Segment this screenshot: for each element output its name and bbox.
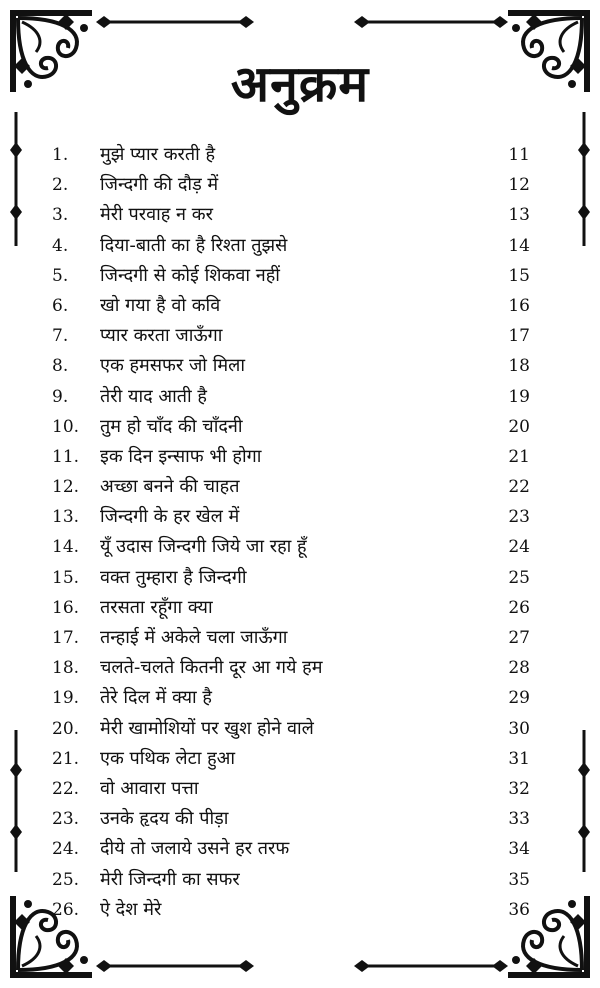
toc-entry bbox=[52, 200, 530, 230]
toc-entry bbox=[52, 653, 530, 683]
entry-number: 20. bbox=[52, 718, 80, 739]
entry-title: मुझे प्यार करती है bbox=[100, 144, 216, 165]
top-rule-right bbox=[354, 16, 508, 28]
toc-entry bbox=[52, 291, 530, 321]
toc-entry bbox=[52, 834, 530, 864]
entry-title: यूँ उदास जिन्दगी जिये जा रहा हूँ bbox=[100, 536, 307, 558]
right-rule-upper bbox=[578, 112, 590, 246]
entry-number: 10. bbox=[52, 416, 80, 437]
entry-page-number: 22 bbox=[508, 477, 530, 498]
entry-page-number: 31 bbox=[508, 748, 530, 769]
entry-number: 9. bbox=[52, 386, 69, 407]
entry-page-number: 13 bbox=[508, 205, 530, 226]
entry-page-number: 23 bbox=[508, 507, 530, 528]
toc-entry bbox=[52, 774, 530, 804]
toc-entry bbox=[52, 140, 530, 170]
entry-page-number: 15 bbox=[508, 265, 530, 286]
left-rule-upper bbox=[10, 112, 22, 246]
entry-number: 16. bbox=[52, 597, 80, 618]
entry-number: 6. bbox=[52, 295, 69, 316]
entry-title: मेरी परवाह न कर bbox=[100, 204, 213, 226]
toc-entry bbox=[52, 502, 530, 532]
entry-title: तरसता रहूँगा क्या bbox=[100, 596, 213, 618]
entry-page-number: 27 bbox=[508, 628, 530, 648]
entry-page-number: 12 bbox=[508, 175, 530, 196]
entry-number: 2. bbox=[52, 175, 69, 196]
entry-page-number: 25 bbox=[508, 567, 530, 588]
entry-number: 7. bbox=[52, 326, 69, 347]
toc-entry bbox=[52, 170, 530, 200]
entry-number: 24. bbox=[52, 839, 80, 860]
entry-number: 13. bbox=[52, 507, 80, 528]
entry-title: एक हमसफर जो मिला bbox=[100, 355, 245, 377]
entry-title: मेरी खामोशियों पर खुश होने वाले bbox=[100, 717, 314, 739]
entry-number: 5. bbox=[52, 265, 69, 286]
entry-page-number: 19 bbox=[508, 386, 530, 407]
entry-title: जिन्दगी से कोई शिकवा नहीं bbox=[100, 264, 280, 286]
entry-page-number: 16 bbox=[508, 295, 530, 316]
entry-title: जिन्दगी के हर खेल में bbox=[100, 506, 240, 528]
toc-entry bbox=[52, 744, 530, 774]
toc-entry bbox=[52, 261, 530, 291]
entry-number: 22. bbox=[52, 778, 80, 799]
entry-number: 25. bbox=[52, 869, 80, 890]
page-title: अनुक्रम bbox=[230, 55, 370, 113]
entry-page-number: 36 bbox=[508, 899, 530, 920]
bottom-rule-right bbox=[354, 960, 508, 972]
left-rule-lower bbox=[10, 730, 22, 872]
entry-title: खो गया है वो कवि bbox=[100, 294, 221, 316]
toc-entry bbox=[52, 532, 530, 562]
entry-title: अच्छा बनने की चाहत bbox=[100, 476, 240, 498]
entry-page-number: 33 bbox=[508, 809, 530, 830]
toc-entry bbox=[52, 382, 530, 412]
toc-entry bbox=[52, 231, 530, 261]
toc-entry bbox=[52, 895, 530, 925]
entry-title: वक्त तुम्हारा है जिन्दगी bbox=[100, 566, 247, 588]
entry-title: प्यार करता जाऊँगा bbox=[100, 325, 223, 347]
entry-number: 21. bbox=[52, 748, 80, 769]
entry-title: वो आवारा पत्ता bbox=[100, 777, 199, 799]
entry-page-number: 21 bbox=[508, 446, 530, 467]
toc-entry bbox=[52, 472, 530, 502]
entry-number: 26. bbox=[52, 899, 80, 920]
bottom-rule-left bbox=[96, 960, 254, 972]
entry-number: 4. bbox=[52, 235, 69, 256]
entry-page-number: 30 bbox=[508, 718, 530, 739]
entry-title: ऐ देश मेरे bbox=[100, 898, 162, 920]
entry-page-number: 32 bbox=[508, 778, 530, 799]
entry-number: 8. bbox=[52, 356, 69, 377]
entry-title: उनके हृदय की पीड़ा bbox=[100, 808, 229, 830]
entry-number: 15. bbox=[52, 567, 80, 588]
entry-number: 18. bbox=[52, 658, 80, 679]
entry-title: तुम हो चाँद की चाँदनी bbox=[100, 415, 243, 437]
entry-number: 19. bbox=[52, 688, 80, 709]
entry-title: तन्हाई में अकेले चला जाऊँगा bbox=[100, 627, 288, 648]
toc-entry bbox=[52, 442, 530, 472]
table-of-contents bbox=[52, 140, 530, 925]
toc-entry bbox=[52, 804, 530, 834]
entry-page-number: 17 bbox=[508, 326, 530, 347]
entry-number: 1. bbox=[52, 145, 69, 165]
entry-page-number: 29 bbox=[508, 688, 530, 709]
toc-entry bbox=[52, 563, 530, 593]
toc-entry bbox=[52, 593, 530, 623]
entry-title: तेरे दिल में क्या है bbox=[100, 687, 212, 709]
entry-number: 11. bbox=[52, 446, 80, 467]
entry-title: जिन्दगी की दौड़ में bbox=[100, 174, 219, 196]
entry-page-number: 26 bbox=[508, 597, 530, 618]
entry-number: 23. bbox=[52, 809, 80, 830]
toc-entry bbox=[52, 683, 530, 713]
right-rule-lower bbox=[578, 730, 590, 872]
toc-entry bbox=[52, 714, 530, 744]
entry-title: दीये तो जलाये उसने हर तरफ bbox=[100, 838, 290, 860]
entry-page-number: 28 bbox=[508, 658, 530, 679]
toc-entry bbox=[52, 351, 530, 381]
entry-page-number: 14 bbox=[508, 235, 530, 256]
toc-entry bbox=[52, 321, 530, 351]
entry-title: एक पथिक लेटा हुआ bbox=[100, 747, 236, 769]
entry-title: चलते-चलते कितनी दूर आ गये हम bbox=[100, 657, 323, 679]
entry-title: दिया-बाती का है रिश्ता तुझसे bbox=[100, 234, 288, 256]
entry-number: 3. bbox=[52, 205, 69, 226]
entry-title: तेरी याद आती है bbox=[100, 385, 207, 407]
entry-number: 17. bbox=[52, 628, 80, 648]
entry-page-number: 35 bbox=[508, 869, 530, 890]
entry-page-number: 18 bbox=[508, 356, 530, 377]
top-rule-left bbox=[96, 16, 254, 28]
toc-entry bbox=[52, 623, 530, 653]
entry-number: 14. bbox=[52, 537, 80, 558]
entry-title: इक दिन इन्साफ भी होगा bbox=[100, 445, 262, 467]
toc-entry bbox=[52, 412, 530, 442]
entry-page-number: 11 bbox=[508, 145, 530, 165]
entry-page-number: 34 bbox=[508, 839, 530, 860]
entry-page-number: 20 bbox=[508, 416, 530, 437]
entry-number: 12. bbox=[52, 477, 80, 498]
entry-page-number: 24 bbox=[508, 537, 530, 558]
toc-entry bbox=[52, 865, 530, 895]
entry-title: मेरी जिन्दगी का सफर bbox=[100, 868, 240, 890]
